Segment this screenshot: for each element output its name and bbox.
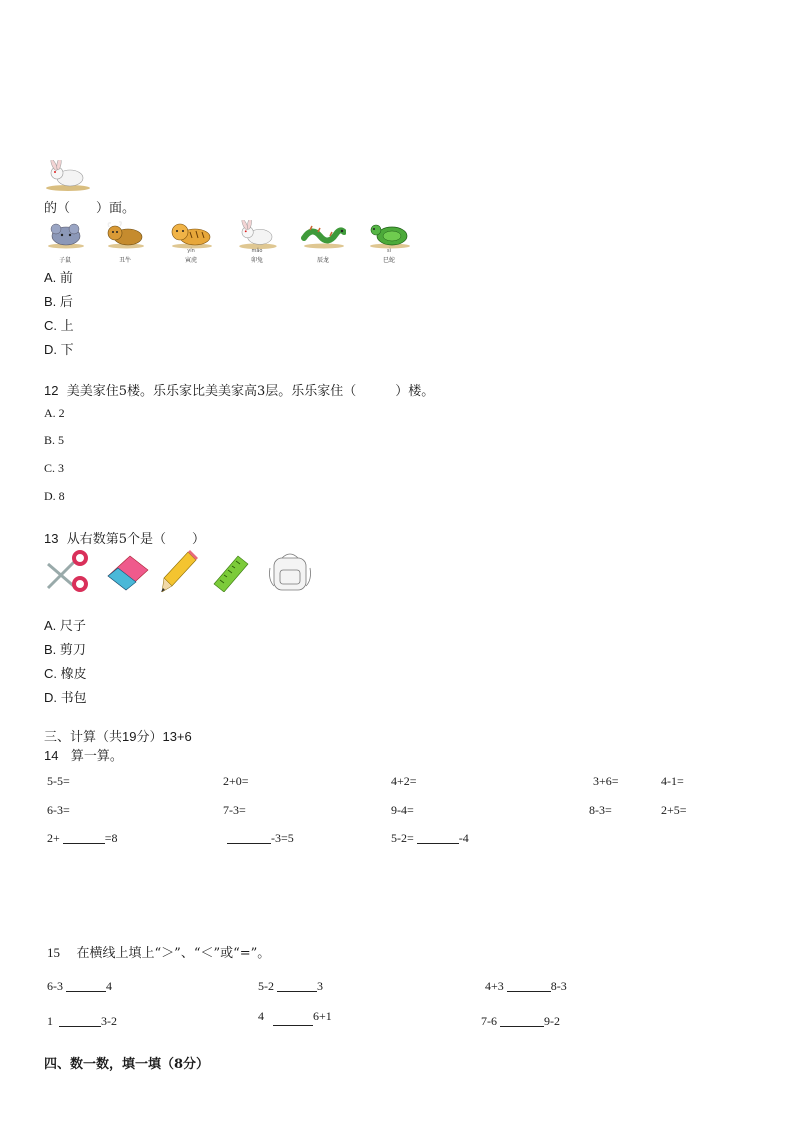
dragon-icon: [300, 220, 346, 250]
q13-number: 13: [44, 531, 59, 546]
animal-label: 子鼠: [58, 257, 71, 264]
q15-right: 9-2: [544, 1014, 560, 1028]
q14-r1-c4: 3+6=: [593, 774, 619, 788]
q13-option-d[interactable]: D. 书包: [44, 690, 87, 705]
q14-r3-c-pre: 5-2=: [391, 831, 417, 845]
q14-question: [44, 745, 123, 764]
q13-question: [44, 528, 205, 547]
q14-r1-c5: 4-1=: [661, 774, 684, 788]
q14-r2-c2: 7-3=: [223, 803, 246, 817]
answer-blank[interactable]: [500, 1014, 544, 1027]
q15-right: 3-2: [101, 1014, 117, 1028]
stationery-strip: [40, 548, 330, 596]
q14-r3-c: [391, 831, 469, 846]
q11-option-a[interactable]: A. 前: [44, 270, 73, 285]
q14-r3-c-post: -4: [458, 831, 469, 845]
q12-option-c[interactable]: C. 3: [44, 461, 65, 475]
q15-right: 6+1: [313, 1009, 332, 1023]
answer-blank[interactable]: [273, 1013, 313, 1026]
animal-label: 辰龙: [316, 257, 329, 264]
q15-left: 6-3: [47, 979, 66, 993]
q15-question: [47, 942, 270, 961]
q15-r2-c1: [47, 1014, 117, 1029]
q13-option-c[interactable]: C. 橡皮: [44, 666, 87, 681]
q14-r3-a: [47, 831, 118, 846]
q15-right: 8-3: [550, 979, 567, 993]
q15-left: 1: [47, 1014, 56, 1028]
pencil-icon: [158, 550, 198, 594]
mouse-icon: [44, 220, 86, 250]
q14-stem: 算一算。: [70, 749, 123, 764]
q15-r2-c2: [258, 1009, 332, 1026]
q15-left: 5-2: [258, 979, 277, 993]
q15-number: 15: [47, 945, 60, 960]
animal-pinyin: yín: [187, 248, 195, 254]
animal-label: 巳蛇: [382, 257, 395, 264]
answer-blank[interactable]: [227, 831, 271, 844]
answer-blank[interactable]: [277, 979, 317, 992]
q14-r3-b: [227, 831, 294, 846]
scissors-icon: [42, 550, 92, 592]
q12-question: [44, 380, 434, 399]
section3-title: 三、计算（共19分）13+6: [44, 729, 192, 744]
q14-r3-b-post: -3=5: [271, 831, 294, 845]
q14-r1-c2: 2+0=: [223, 774, 249, 788]
animal-pinyin: mǎo: [251, 248, 263, 254]
q15-left: 7-6: [481, 1014, 500, 1028]
q11-option-c[interactable]: C. 上: [44, 318, 74, 333]
q11-option-b[interactable]: B. 后: [44, 294, 73, 309]
q14-number: 14: [44, 748, 59, 763]
answer-blank[interactable]: [66, 979, 106, 992]
ruler-icon: [210, 552, 252, 592]
q14-r2-c1: 6-3=: [47, 803, 70, 817]
q12-option-d[interactable]: D. 8: [44, 489, 65, 503]
q11-stem-tail: 的（ ）面。: [44, 201, 136, 216]
q15-stem: 在横线上填上“＞”、“＜”或“=”。: [76, 946, 271, 961]
rabbit-icon: [44, 160, 90, 192]
q14-r2-c4: 8-3=: [589, 803, 612, 817]
tiger-icon: [168, 220, 214, 250]
q15-r1-c2: [258, 979, 323, 994]
q14-r3-a-pre: 2+: [47, 831, 63, 845]
q15-r1-c1: [47, 979, 112, 994]
ox-icon: [104, 220, 146, 250]
q11-option-d[interactable]: D. 下: [44, 342, 74, 357]
answer-blank[interactable]: [63, 831, 105, 844]
animal-label: 丑牛: [118, 257, 131, 264]
zodiac-strip: [40, 218, 420, 264]
q15-left: 4+3: [485, 979, 507, 993]
q14-r1-c3: 4+2=: [391, 774, 417, 788]
q13-stem: 从右数第5个是（ ）: [66, 532, 206, 547]
q14-r2-c3: 9-4=: [391, 803, 414, 817]
q15-r2-c3: [481, 1014, 560, 1029]
answer-blank[interactable]: [507, 979, 551, 992]
q14-r3-a-post: =8: [104, 831, 118, 845]
q14-r1-c1: 5-5=: [47, 774, 70, 788]
snake-icon: [366, 218, 412, 250]
animal-label: 寅虎: [184, 257, 197, 264]
animal-pinyin: sì: [387, 248, 391, 254]
answer-blank[interactable]: [417, 831, 459, 844]
q12-stem: 美美家住5楼。乐乐家比美美家高3层。乐乐家住（ ）楼。: [66, 384, 435, 399]
section4-title: 四、数一数，填一填（8分）: [44, 1057, 210, 1072]
q13-option-a[interactable]: A. 尺子: [44, 618, 86, 633]
q15-right: 3: [317, 979, 323, 993]
q15-left: 4: [258, 1009, 267, 1023]
q14-r2-c5: 2+5=: [661, 803, 687, 817]
rabbit-icon: [234, 220, 280, 250]
answer-blank[interactable]: [59, 1014, 101, 1027]
q12-option-b[interactable]: B. 5: [44, 433, 65, 447]
q13-option-b[interactable]: B. 剪刀: [44, 642, 86, 657]
eraser-icon: [102, 550, 152, 594]
q12-number: 12: [44, 383, 59, 398]
q15-right: 4: [106, 979, 112, 993]
animal-label: 卯兔: [250, 257, 263, 264]
q12-option-a[interactable]: A. 2: [44, 406, 65, 420]
schoolbag-icon: [266, 550, 316, 594]
q15-r1-c3: [485, 979, 567, 994]
